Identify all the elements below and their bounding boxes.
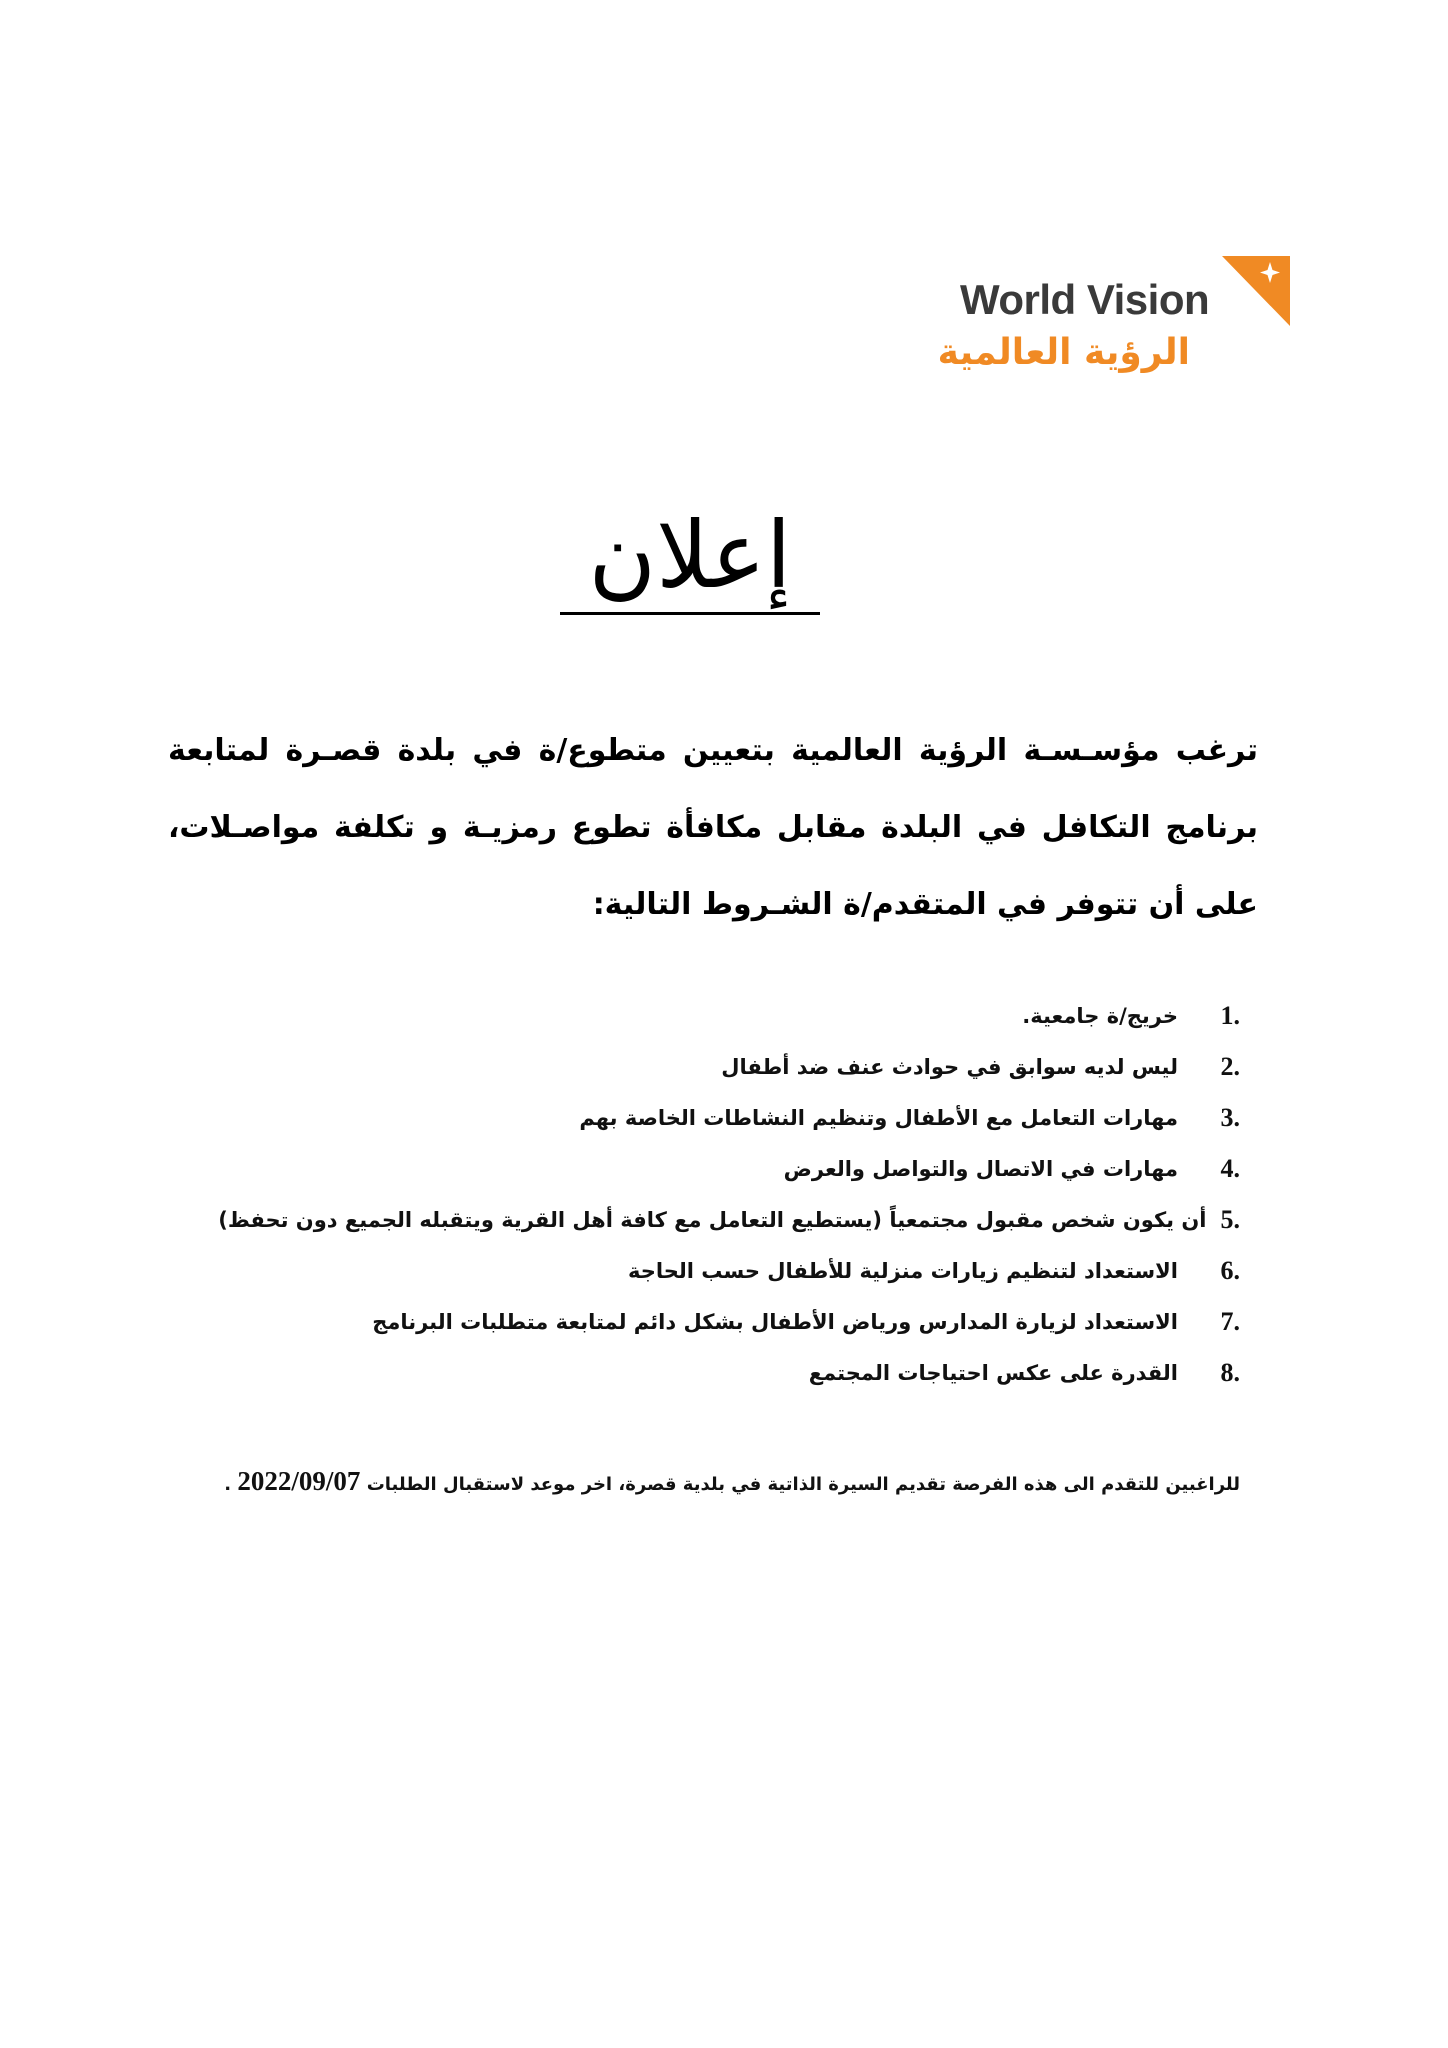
application-note bbox=[200, 1466, 1240, 1497]
logo-name-en: World Vision bbox=[960, 276, 1210, 323]
requirement-number: 2. bbox=[1220, 1051, 1240, 1081]
requirement-text: الاستعداد لزيارة المدارس ورياض الأطفال بشكل دائم لمتابعة متطلبات البرنامج bbox=[372, 1309, 1178, 1334]
requirement-number: 8. bbox=[1220, 1357, 1240, 1387]
requirement-number: 3. bbox=[1220, 1102, 1240, 1132]
requirement-item bbox=[260, 1296, 1240, 1347]
requirement-item bbox=[218, 1194, 1240, 1245]
requirement-item bbox=[260, 1143, 1240, 1194]
logo-name-ar: الرؤية العالمية bbox=[937, 332, 1190, 373]
star-sparkle-icon bbox=[1222, 256, 1290, 326]
requirement-item bbox=[260, 1092, 1240, 1143]
requirement-number: 6. bbox=[1220, 1255, 1240, 1285]
application-note-text: للراغبين للتقدم الى هذه الفرصة تقديم السيرة الذاتية في بلدية قصرة، اخر موعد لاستقبال الطلبات bbox=[366, 1474, 1240, 1495]
requirement-text: مهارات التعامل مع الأطفال وتنظيم النشاطات الخاصة بهم bbox=[579, 1105, 1178, 1130]
requirement-number: 1. bbox=[1220, 1000, 1240, 1030]
requirement-text: خريج/ة جامعية. bbox=[1022, 1003, 1178, 1028]
announcement-title: إعلان bbox=[560, 510, 820, 615]
requirement-text: أن يكون شخص مقبول مجتمعياً (يستطيع التعامل مع كافة أهل القرية ويتقبله الجميع دون تحفظ) bbox=[218, 1207, 1207, 1232]
requirement-number: 7. bbox=[1220, 1306, 1240, 1336]
requirement-item bbox=[260, 990, 1240, 1041]
requirement-item bbox=[260, 1041, 1240, 1092]
requirement-text: مهارات في الاتصال والتواصل والعرض bbox=[783, 1156, 1178, 1181]
requirement-item bbox=[260, 1245, 1240, 1296]
intro-paragraph: ترغب مؤسـسـة الرؤية العالمية بتعيين متطوع/ة في بلدة قصـرة لمتابعة برنامج التكافل في البلدة مقابل مكافأة تطوع رمزيـة و تكلفة مواصـلات، على أن تتوفر في المتقدم/ة الشـروط التالية: bbox=[168, 733, 1258, 922]
requirement-text: القدرة على عكس احتياجات المجتمع bbox=[808, 1360, 1178, 1385]
requirement-number: 4. bbox=[1220, 1153, 1240, 1183]
requirement-text: ليس لديه سوابق في حوادث عنف ضد أطفال bbox=[721, 1054, 1178, 1079]
requirement-item bbox=[260, 1347, 1240, 1398]
application-note-end: . bbox=[224, 1474, 238, 1495]
deadline-date: 2022/09/07 bbox=[237, 1466, 361, 1496]
requirements-list bbox=[218, 990, 1240, 1398]
requirement-text: الاستعداد لتنظيم زيارات منزلية للأطفال حسب الحاجة bbox=[627, 1258, 1178, 1283]
requirement-number: 5. bbox=[1220, 1204, 1240, 1234]
world-vision-logo bbox=[937, 256, 1290, 396]
